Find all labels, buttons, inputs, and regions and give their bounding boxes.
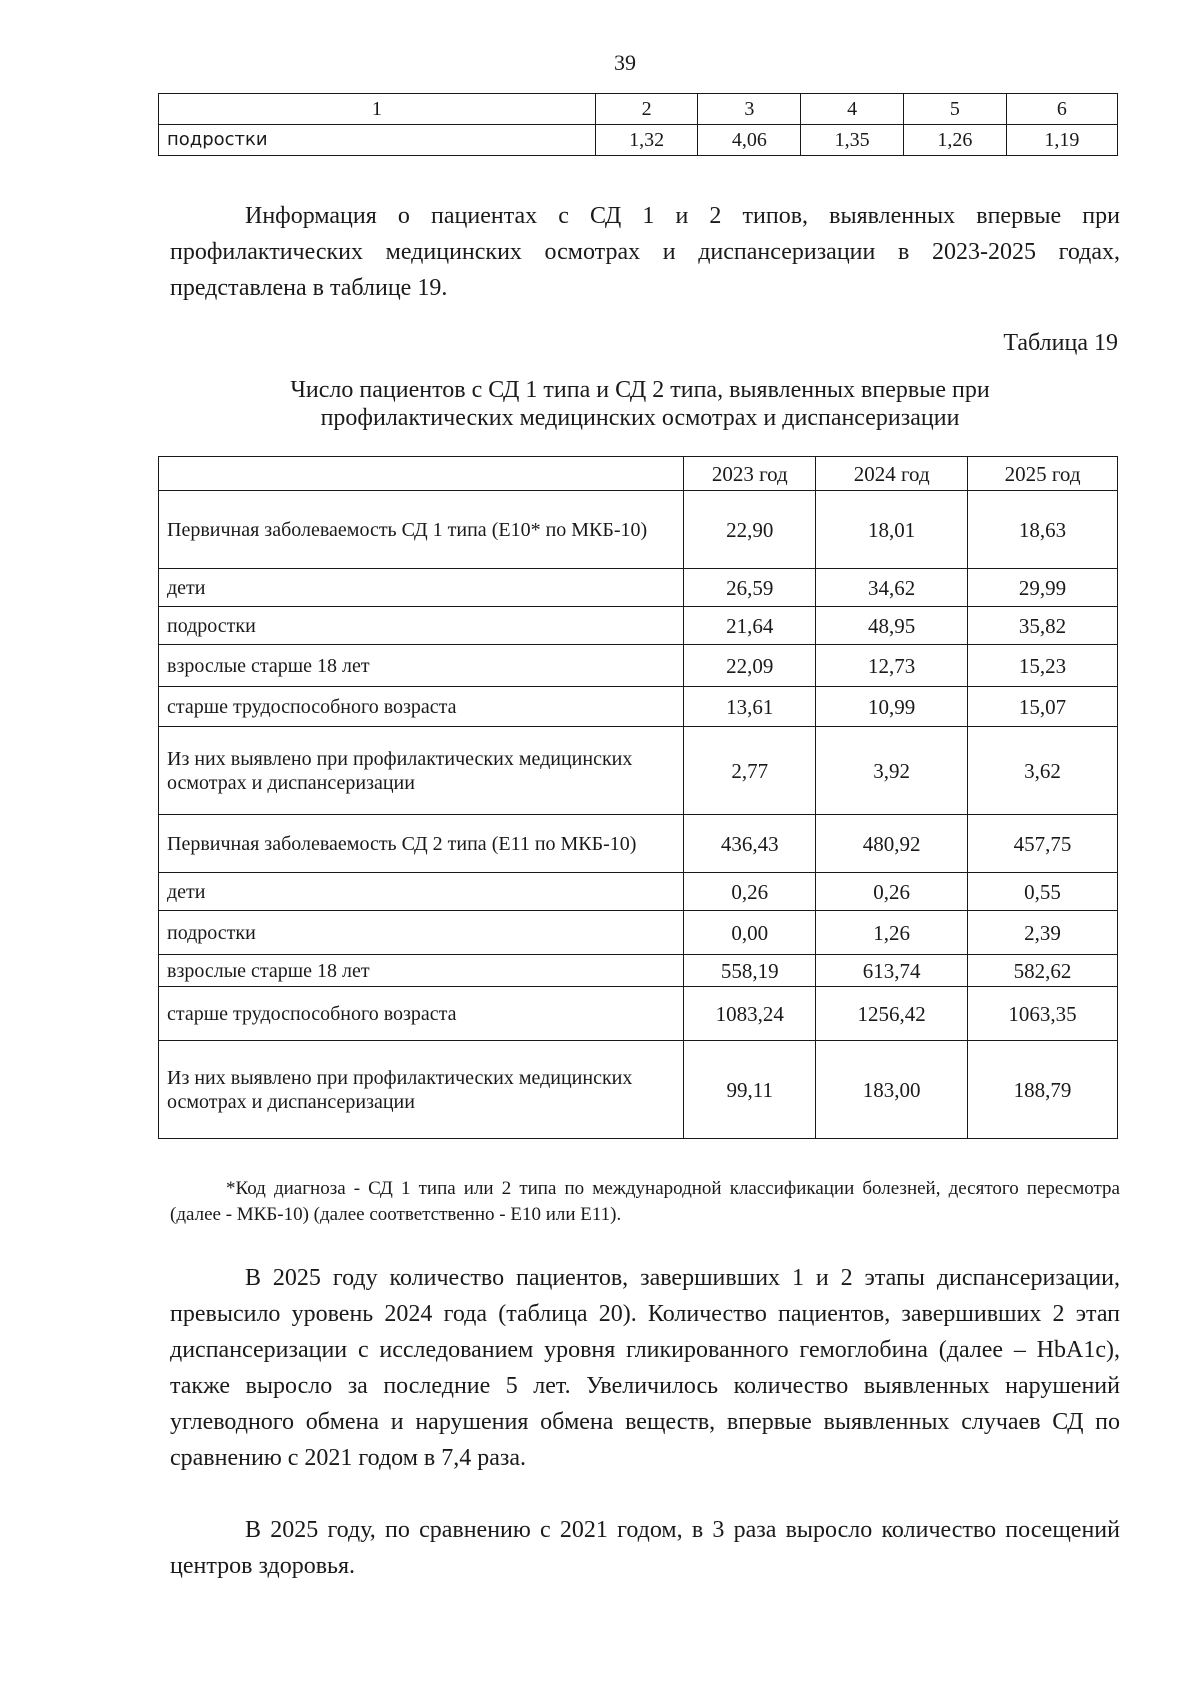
table-cell: 18,01 <box>816 491 968 569</box>
table-cell: 13,61 <box>684 687 816 727</box>
table-cell: 1,35 <box>801 125 904 156</box>
row-label: подростки <box>159 911 684 955</box>
table-cell: 1083,24 <box>684 987 816 1041</box>
table-cell: 21,64 <box>684 607 816 645</box>
table-cell: 1063,35 <box>968 987 1118 1041</box>
table-cell: 35,82 <box>968 607 1118 645</box>
diabetes-incidence-table <box>158 456 1118 1139</box>
row-label: дети <box>159 569 684 607</box>
table-row <box>159 911 1118 955</box>
table-cell: 10,99 <box>816 687 968 727</box>
row-label: старше трудоспособного возраста <box>159 987 684 1041</box>
table-caption-number: Таблица 19 <box>1003 330 1118 356</box>
table-cell: 4,06 <box>698 125 801 156</box>
header-cell-2024: 2024 год <box>816 457 968 491</box>
table-cell: 22,90 <box>684 491 816 569</box>
table-cell: 1,26 <box>903 125 1006 156</box>
table-cell: 480,92 <box>816 815 968 873</box>
table-cell: 2,77 <box>684 727 816 815</box>
table-row <box>159 955 1118 987</box>
column-number-cell: 2 <box>595 94 698 125</box>
table-cell: 0,00 <box>684 911 816 955</box>
row-label: Первичная заболеваемость СД 2 типа (Е11 по МКБ-10) <box>159 815 684 873</box>
table-cell: 34,62 <box>816 569 968 607</box>
table-cell: 3,92 <box>816 727 968 815</box>
table-cell: 12,73 <box>816 645 968 687</box>
row-label: взрослые старше 18 лет <box>159 955 684 987</box>
table-cell: 48,95 <box>816 607 968 645</box>
table-row <box>159 815 1118 873</box>
table-row <box>159 645 1118 687</box>
footnote: *Код диагноза - СД 1 типа или 2 типа по международной классификации болезней, десятого пересмотра (далее - МКБ-10) (далее соответственно - Е10 или Е11). <box>170 1178 1120 1225</box>
table-row <box>159 727 1118 815</box>
header-cell-2023: 2023 год <box>684 457 816 491</box>
table-cell: 183,00 <box>816 1041 968 1139</box>
header-cell-empty <box>159 457 684 491</box>
row-label: старше трудоспособного возраста <box>159 687 684 727</box>
body-paragraph: В 2025 году количество пациентов, завершивших 1 и 2 этапы диспансеризации, превысило уровень 2024 года (таблица 20). Количество пациентов, завершивших 2 этап диспансеризации с исследованием уровня гликированного гемоглобина (далее – HbA1c), также выросло за последние 5 лет. Увеличилось количество выявленных нарушений углеводного обмена и нарушения обмена веществ, впервые выявленных случаев СД по сравнению с 2021 годом в 7,4 раза. <box>170 1265 1120 1471</box>
table-cell: 15,07 <box>968 687 1118 727</box>
table-cell: 582,62 <box>968 955 1118 987</box>
table-row <box>159 491 1118 569</box>
table-cell: 26,59 <box>684 569 816 607</box>
row-label: дети <box>159 873 684 911</box>
table-cell: 0,55 <box>968 873 1118 911</box>
table-row <box>159 687 1118 727</box>
table-row <box>159 569 1118 607</box>
body-paragraph: В 2025 году, по сравнению с 2021 годом, в 3 раза выросло количество посещений центров здоровья. <box>170 1517 1120 1579</box>
intro-paragraph: Информация о пациентах с СД 1 и 2 типов, выявленных впервые при профилактических медицинских осмотрах и диспансеризации в 2023-2025 годах, представлена в таблице 19. <box>170 203 1120 301</box>
table-cell: 99,11 <box>684 1041 816 1139</box>
continued-table <box>158 93 1118 156</box>
table-cell: 15,23 <box>968 645 1118 687</box>
table-cell: 558,19 <box>684 955 816 987</box>
table-cell: 457,75 <box>968 815 1118 873</box>
column-number-cell: 5 <box>903 94 1006 125</box>
table-cell: 0,26 <box>816 873 968 911</box>
table-cell: 1,19 <box>1006 125 1117 156</box>
row-label: подростки <box>159 607 684 645</box>
header-cell-2025: 2025 год <box>968 457 1118 491</box>
column-number-cell: 6 <box>1006 94 1117 125</box>
row-label: подростки <box>159 125 596 156</box>
table-cell: 436,43 <box>684 815 816 873</box>
column-number-cell: 1 <box>159 94 596 125</box>
table-cell: 1,32 <box>595 125 698 156</box>
continued-table-row <box>159 125 1118 156</box>
table-cell: 1,26 <box>816 911 968 955</box>
row-label: Из них выявлено при профилактических медицинских осмотрах и диспансеризации <box>159 727 684 815</box>
row-label: взрослые старше 18 лет <box>159 645 684 687</box>
table-row <box>159 873 1118 911</box>
table-title: Число пациентов с СД 1 типа и СД 2 типа, выявленных впервые при профилактических медицинских осмотрах и диспансеризации <box>290 377 990 431</box>
table-cell: 0,26 <box>684 873 816 911</box>
column-number-cell: 3 <box>698 94 801 125</box>
column-number-cell: 4 <box>801 94 904 125</box>
table-cell: 188,79 <box>968 1041 1118 1139</box>
row-label: Из них выявлено при профилактических медицинских осмотрах и диспансеризации <box>159 1041 684 1139</box>
row-label: Первичная заболеваемость СД 1 типа (Е10* по МКБ-10) <box>159 491 684 569</box>
table-cell: 29,99 <box>968 569 1118 607</box>
table-cell: 22,09 <box>684 645 816 687</box>
table-cell: 2,39 <box>968 911 1118 955</box>
table-header-row <box>159 457 1118 491</box>
table-cell: 613,74 <box>816 955 968 987</box>
table-cell: 1256,42 <box>816 987 968 1041</box>
table-row <box>159 607 1118 645</box>
page-number: 39 <box>614 50 636 75</box>
table-row <box>159 987 1118 1041</box>
continued-table-header-row <box>159 94 1118 125</box>
table-cell: 3,62 <box>968 727 1118 815</box>
table-row <box>159 1041 1118 1139</box>
table-cell: 18,63 <box>968 491 1118 569</box>
